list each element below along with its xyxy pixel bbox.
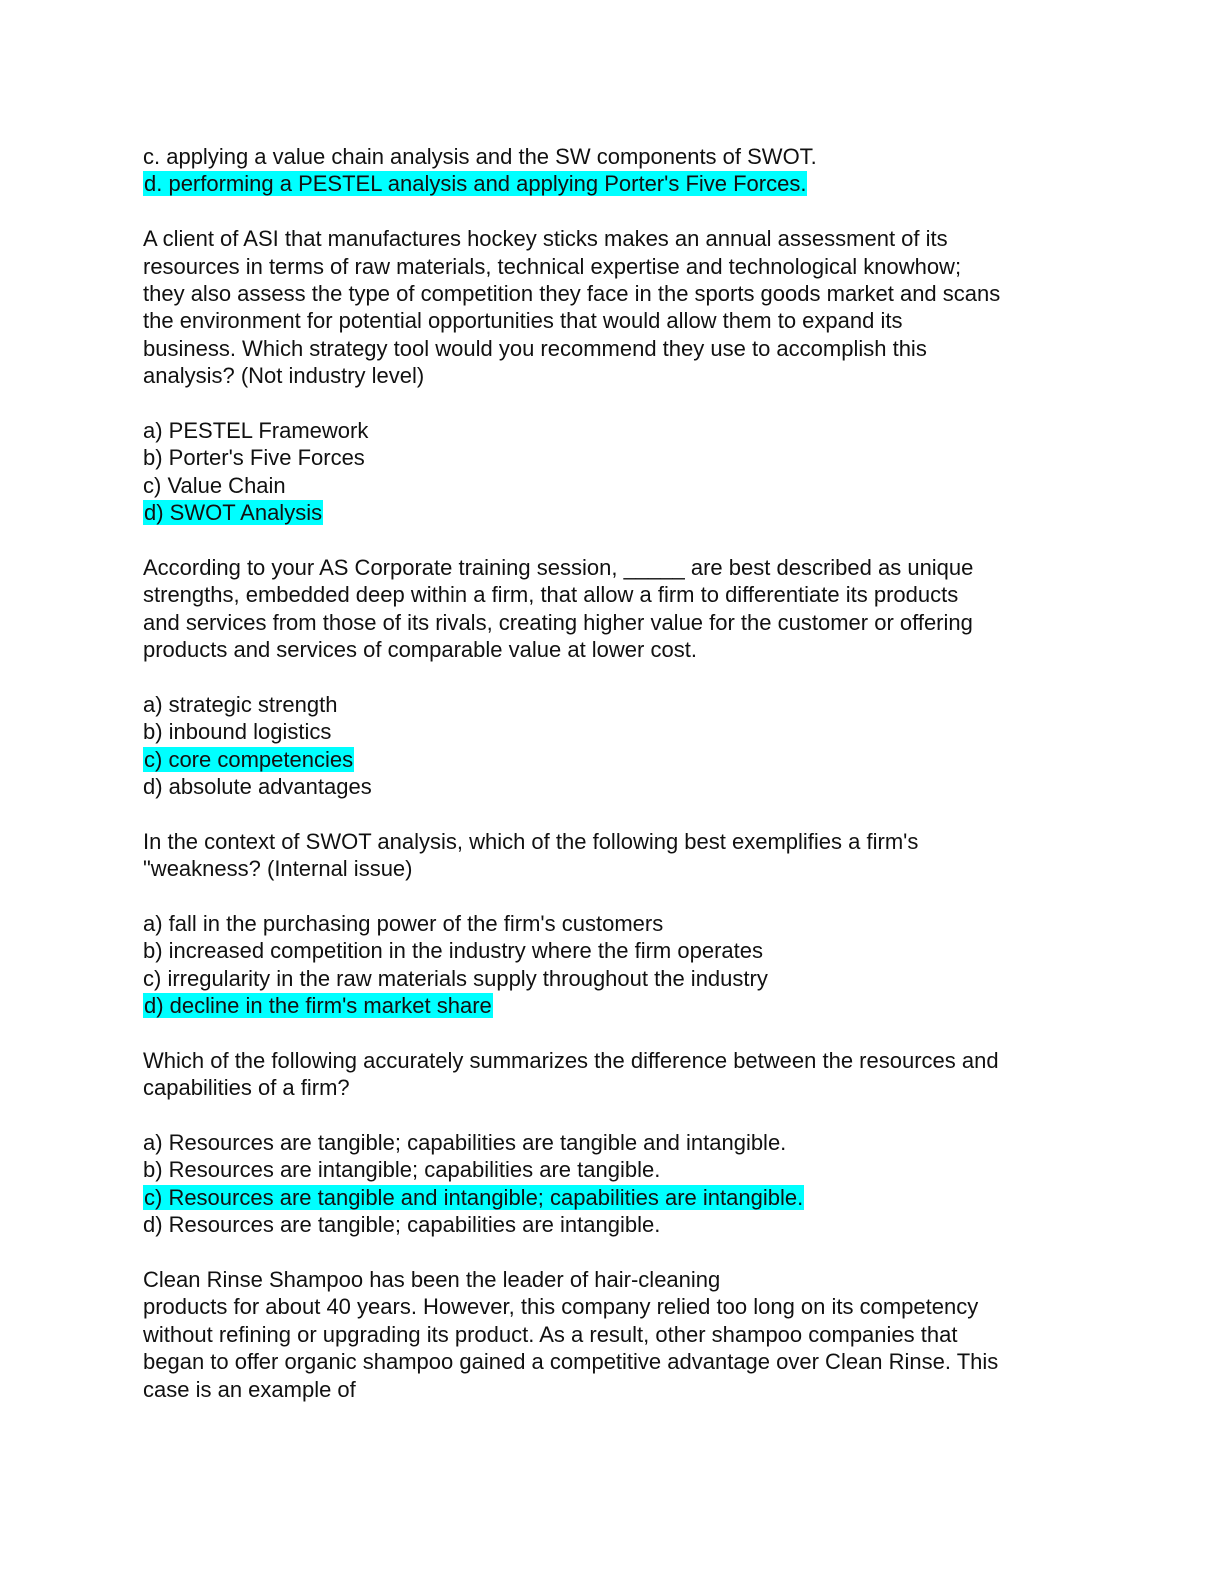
option-d-answer — [143, 499, 1083, 526]
highlighted-answer: c) Resources are tangible and intangible; capabilities are intangible. — [144, 1184, 804, 1210]
option-text: b) Resources are intangible; capabilities are tangible. — [143, 1157, 661, 1183]
question-1-options — [143, 417, 1083, 527]
option-c — [143, 965, 1083, 992]
question-text-line: According to your AS Corporate training session, _____ are best described as unique — [143, 554, 974, 580]
option-text: c) Value Chain — [143, 472, 286, 498]
option-text: d) absolute advantages — [143, 773, 372, 799]
question-text-line: Which of the following accurately summarizes the difference between the resources and — [143, 1047, 999, 1073]
option-c-answer — [143, 746, 1083, 773]
option-text: a) strategic strength — [143, 691, 338, 717]
question-1 — [143, 225, 1083, 389]
option-text: b) Porter's Five Forces — [143, 445, 365, 471]
option-text: a) fall in the purchasing power of the firm's customers — [143, 910, 664, 936]
option-b — [143, 718, 1083, 745]
option-a — [143, 1129, 1083, 1156]
document-page — [143, 143, 1083, 1403]
question-text-line: the environment for potential opportunities that would allow them to expand its — [143, 308, 903, 334]
highlighted-answer: c) core competencies — [144, 746, 354, 772]
option-a — [143, 910, 1083, 937]
question-text-line: began to offer organic shampoo gained a competitive advantage over Clean Rinse. This — [143, 1349, 999, 1375]
option-d-answer — [143, 992, 1083, 1019]
option-c — [143, 143, 1083, 170]
option-b — [143, 444, 1083, 471]
option-text: b) inbound logistics — [143, 719, 332, 745]
option-c-answer — [143, 1184, 1083, 1211]
option-text: d) Resources are tangible; capabilities are intangible. — [143, 1212, 661, 1238]
option-text: c. applying a value chain analysis and the SW components of SWOT. — [143, 144, 817, 169]
question-5 — [143, 1266, 1083, 1403]
question-3 — [143, 828, 1083, 883]
highlighted-answer: d) SWOT Analysis — [144, 500, 323, 526]
option-text: a) Resources are tangible; capabilities are tangible and intangible. — [143, 1130, 787, 1156]
option-d-answer — [143, 170, 1083, 197]
option-text: a) PESTEL Framework — [143, 417, 369, 443]
option-d — [143, 773, 1083, 800]
question-text-line: Clean Rinse Shampoo has been the leader of hair-cleaning — [143, 1267, 721, 1293]
highlighted-answer: d) decline in the firm's market share — [144, 993, 492, 1019]
question-text-line: capabilities of a firm? — [143, 1075, 350, 1101]
question-text-line: case is an example of — [143, 1376, 356, 1402]
option-b — [143, 937, 1083, 964]
question-text-line: and services from those of its rivals, creating higher value for the customer or offering — [143, 609, 973, 635]
option-a — [143, 417, 1083, 444]
question-text-line: products for about 40 years. However, this company relied too long on its competency — [143, 1294, 979, 1320]
question-text-line: A client of ASI that manufactures hockey sticks makes an annual assessment of its — [143, 226, 948, 252]
question-text-line: In the context of SWOT analysis, which of the following best exemplifies a firm's — [143, 828, 919, 854]
question-text-line: analysis? (Not industry level) — [143, 363, 425, 389]
question-3-options — [143, 910, 1083, 1020]
question-text-line: without refining or upgrading its product. As a result, other shampoo companies that — [143, 1321, 958, 1347]
question-text-line: resources in terms of raw materials, technical expertise and technological knowhow; — [143, 253, 962, 279]
option-text: c) irregularity in the raw materials supply throughout the industry — [143, 965, 768, 991]
option-d — [143, 1211, 1083, 1238]
question-text-line: "weakness? (Internal issue) — [143, 856, 413, 882]
question-text-line: business. Which strategy tool would you recommend they use to accomplish this — [143, 335, 927, 361]
question-4 — [143, 1047, 1083, 1102]
question-text-line: products and services of comparable value at lower cost. — [143, 637, 697, 663]
option-a — [143, 691, 1083, 718]
question-4-options — [143, 1129, 1083, 1239]
question-2 — [143, 554, 1083, 664]
question-0-options — [143, 143, 1083, 198]
highlighted-answer: d. performing a PESTEL analysis and applying Porter's Five Forces. — [144, 171, 807, 197]
question-text-line: they also assess the type of competition they face in the sports goods market and scans — [143, 280, 1001, 306]
question-text-line: strengths, embedded deep within a firm, that allow a firm to differentiate its products — [143, 582, 959, 608]
option-text: b) increased competition in the industry where the firm operates — [143, 938, 763, 964]
option-b — [143, 1156, 1083, 1183]
question-2-options — [143, 691, 1083, 801]
option-c — [143, 472, 1083, 499]
